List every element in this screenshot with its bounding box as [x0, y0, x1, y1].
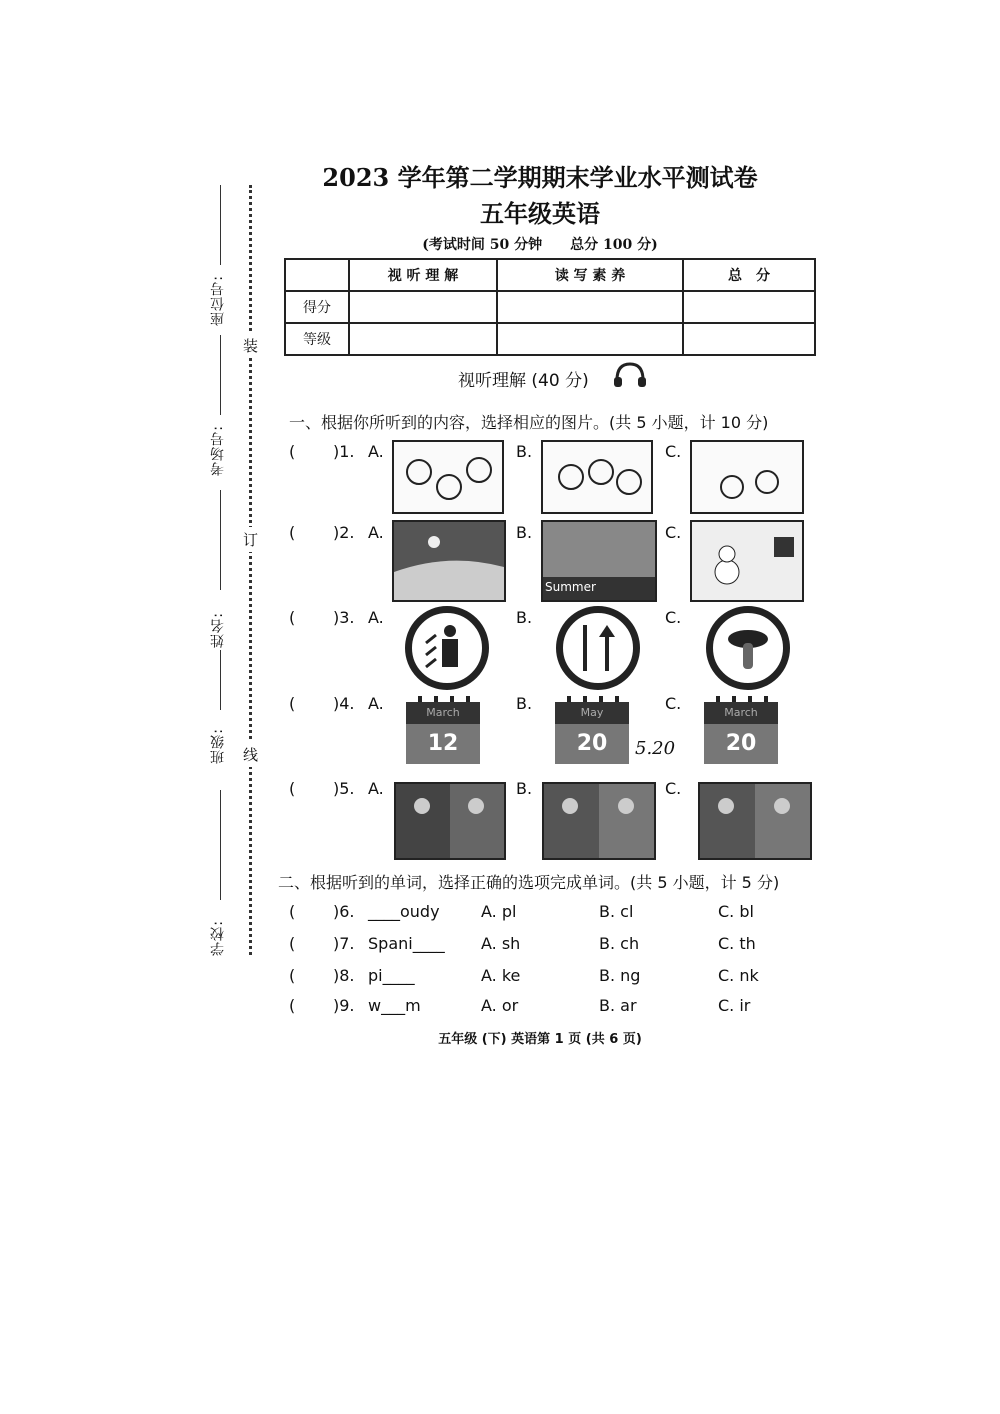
answer-bracket[interactable]: (: [289, 442, 296, 461]
option-c[interactable]: C. ir: [718, 996, 751, 1015]
autumn-picture[interactable]: [541, 520, 657, 602]
option-label: A.: [368, 608, 384, 627]
option-label: C.: [665, 608, 682, 627]
part-title: 视听理解 (40 分): [458, 371, 589, 391]
name-label: 姓名:: [210, 612, 226, 648]
option-label: A.: [368, 779, 384, 798]
question-number: )2.: [333, 523, 355, 542]
calendar-month: March: [704, 702, 778, 724]
option-a[interactable]: A. ke: [481, 966, 521, 985]
section2-heading: 二、根据听到的单词，选择正确的选项完成单词。(共 5 小题，计 5 分): [278, 873, 780, 892]
option-label: C.: [665, 442, 682, 461]
option-label: B.: [516, 779, 533, 798]
option-c[interactable]: C. bl: [718, 902, 754, 921]
queue-sign-icon[interactable]: [405, 606, 489, 690]
bind-char-zhuang: 装: [243, 333, 258, 358]
calendar-month: May: [555, 702, 629, 724]
name-line: [220, 490, 221, 590]
option-label: A.: [368, 442, 384, 461]
activities-picture-a[interactable]: [394, 782, 506, 860]
option-label: A.: [368, 523, 384, 542]
answer-bracket[interactable]: (: [289, 779, 296, 798]
answer-bracket[interactable]: (: [289, 608, 296, 627]
winter-picture[interactable]: [690, 520, 804, 602]
exam-subtitle: 五年级英语: [480, 199, 600, 228]
score-cell[interactable]: [497, 291, 683, 323]
option-label: C.: [665, 523, 682, 542]
summer-text: Summer: [545, 580, 596, 594]
question-number: )7.: [333, 934, 355, 953]
grade-cell[interactable]: [497, 323, 683, 355]
class-label: 班级:: [210, 728, 226, 764]
option-b[interactable]: B. cl: [599, 902, 634, 921]
seat-label: 座位号:: [210, 275, 226, 326]
grade-cell[interactable]: [683, 323, 815, 355]
calendar-may-20[interactable]: [555, 696, 629, 766]
word-blank: w___m: [368, 996, 421, 1015]
score-header-reading: 读 写 素 养: [497, 259, 683, 291]
score-table: [284, 258, 816, 356]
dogs-picture-a[interactable]: [392, 440, 504, 514]
answer-bracket[interactable]: (: [289, 934, 296, 953]
question-number: )9.: [333, 996, 355, 1015]
dogs-picture-b[interactable]: [541, 440, 653, 514]
answer-bracket[interactable]: (: [289, 523, 296, 542]
question-number: )5.: [333, 779, 355, 798]
calendar-march-12[interactable]: [406, 696, 480, 766]
school-line: [220, 790, 221, 900]
option-label: B.: [516, 442, 533, 461]
option-label: C.: [665, 694, 682, 713]
school-label: 学校:: [210, 920, 226, 956]
calendar-day: 20: [704, 724, 778, 764]
class-line: [220, 650, 221, 710]
page-footer: 五年级 (下) 英语第 1 页 (共 6 页): [438, 1032, 642, 1047]
exam-info: (考试时间 50 分钟 总分 100 分): [422, 237, 658, 253]
option-a[interactable]: A. sh: [481, 934, 521, 953]
score-header-listening: 视 听 理 解: [349, 259, 497, 291]
bind-char-xian: 线: [243, 742, 258, 767]
beach-picture[interactable]: [392, 520, 506, 602]
question-number: )6.: [333, 902, 355, 921]
answer-bracket[interactable]: (: [289, 966, 296, 985]
score-row-label: 得分: [285, 291, 349, 323]
handwritten-note: 5.20: [635, 738, 676, 759]
headphones-icon: [612, 360, 648, 390]
quiet-sign-icon[interactable]: [706, 606, 790, 690]
option-label: B.: [516, 523, 533, 542]
binding-dotted-line: [249, 185, 252, 955]
bind-char-ding: 订: [243, 527, 258, 552]
option-a[interactable]: A. or: [481, 996, 519, 1015]
option-label: B.: [516, 694, 533, 713]
option-label: A.: [368, 694, 384, 713]
answer-bracket[interactable]: (: [289, 902, 296, 921]
option-label: C.: [665, 779, 682, 798]
section1-heading: 一、根据你所听到的内容，选择相应的图片。(共 5 小题，计 10 分): [289, 413, 769, 432]
grade-row-label: 等级: [285, 323, 349, 355]
option-b[interactable]: B. ch: [599, 934, 640, 953]
option-b[interactable]: B. ar: [599, 996, 637, 1015]
calendar-month: March: [406, 702, 480, 724]
score-cell[interactable]: [683, 291, 815, 323]
option-a[interactable]: A. pl: [481, 902, 517, 921]
activities-picture-c[interactable]: [698, 782, 812, 860]
grade-cell[interactable]: [349, 323, 497, 355]
question-number: )3.: [333, 608, 355, 627]
option-label: B.: [516, 608, 533, 627]
calendar-day: 12: [406, 724, 480, 764]
dogs-picture-c[interactable]: [690, 440, 804, 514]
answer-bracket[interactable]: (: [289, 694, 296, 713]
calendar-march-20[interactable]: [704, 696, 778, 766]
question-number: )4.: [333, 694, 355, 713]
word-blank: pi____: [368, 966, 415, 985]
activities-picture-b[interactable]: [542, 782, 656, 860]
word-blank: Spani____: [368, 934, 445, 953]
option-c[interactable]: C. nk: [718, 966, 759, 985]
score-cell[interactable]: [349, 291, 497, 323]
score-header-total: 总 分: [683, 259, 815, 291]
calendar-day: 20: [555, 724, 629, 764]
option-c[interactable]: C. th: [718, 934, 756, 953]
room-label: 考场号:: [210, 425, 226, 476]
option-b[interactable]: B. ng: [599, 966, 641, 985]
exam-title: 2023 学年第二学期期末学业水平测试卷: [322, 163, 758, 192]
answer-bracket[interactable]: (: [289, 996, 296, 1015]
room-line: [220, 335, 221, 415]
question-number: )1.: [333, 442, 355, 461]
word-blank: ____oudy: [368, 902, 440, 921]
keep-right-sign-icon[interactable]: [556, 606, 640, 690]
question-number: )8.: [333, 966, 355, 985]
